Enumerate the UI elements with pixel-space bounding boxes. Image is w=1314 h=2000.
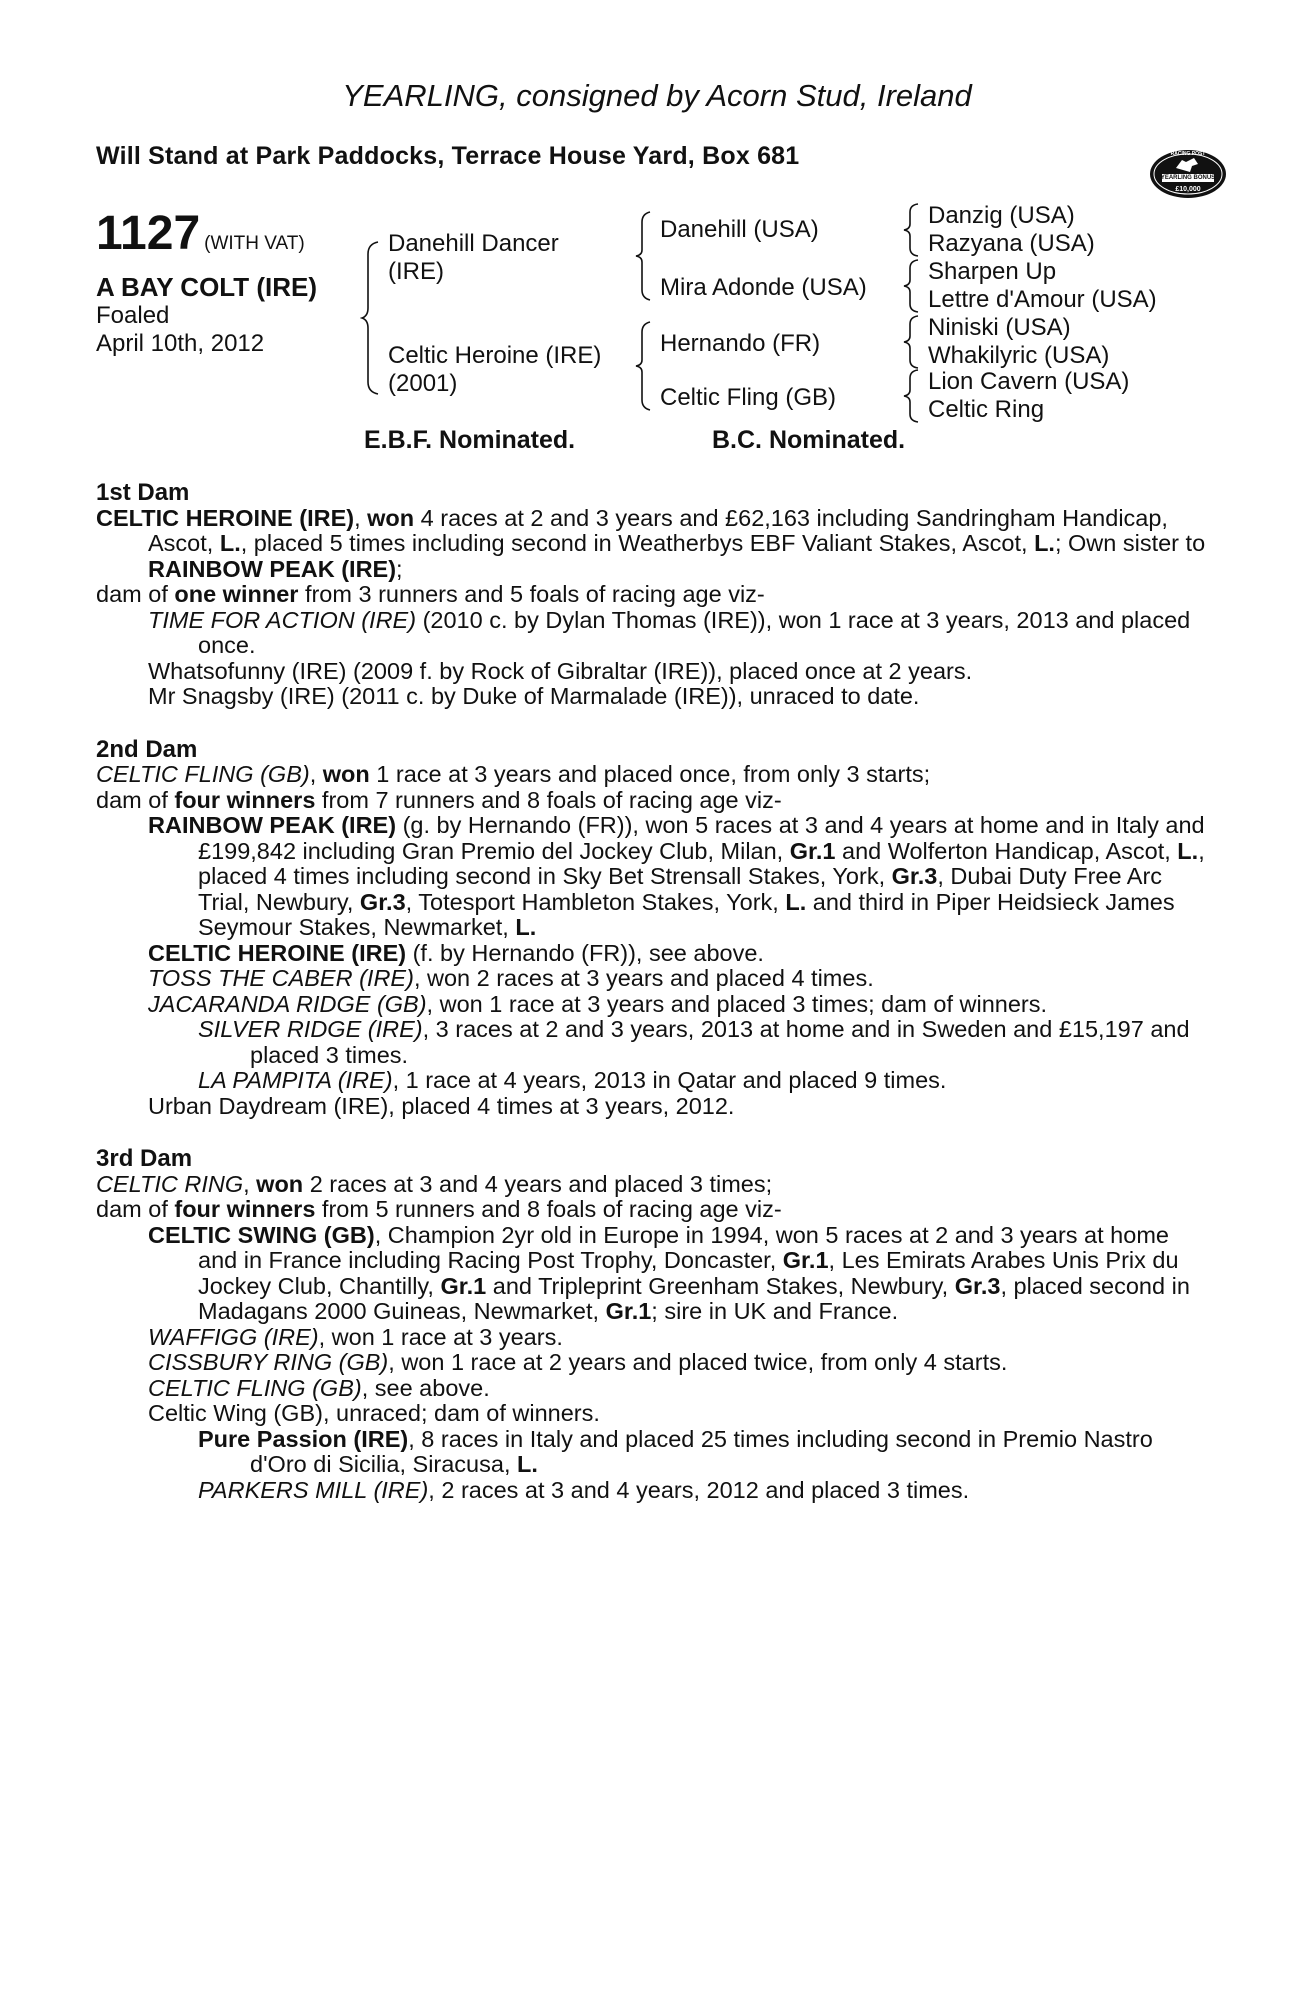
horse-name: RAINBOW PEAK (IRE) (148, 812, 397, 838)
ggp-6: Whakilyric (USA) (928, 342, 1110, 369)
pedigree-bracket-3 (634, 320, 656, 412)
grade-label: Gr.3 (891, 863, 938, 889)
text: (2010 c. by Dylan Thomas (IRE)), won 1 race at 3 years, 2013 and placed once. (198, 606, 1191, 658)
winners-count: four winners (174, 786, 316, 813)
text: 4 races at 2 and 3 years and £62,163 including Sandringham Handicap, Ascot, (148, 504, 1168, 556)
foaled-date: April 10th, 2012 (96, 330, 265, 357)
text: 2 races at 3 and 4 years and placed 3 times; (303, 1170, 773, 1197)
text: , Champion 2yr old in Europe in 1994, won 5 races at 2 and 3 years at home and in France including Racing Post Trophy, Doncaster, (198, 1221, 1169, 1273)
grand-offspring-entry (96, 1427, 1206, 1478)
horse-name: WAFFIGG (IRE) (148, 1323, 319, 1350)
sire-sire: Danehill (USA) (660, 216, 819, 243)
lot-number: 1127 (96, 207, 201, 260)
foaled-label: Foaled (96, 302, 170, 329)
horse-name: TIME FOR ACTION (IRE) (148, 606, 417, 633)
offspring-entry (96, 966, 1206, 992)
text: from 7 runners and 8 foals of racing age viz- (315, 786, 782, 813)
text: , won 1 race at 3 years and placed 3 times; dam of winners. (426, 990, 1048, 1017)
sire-origin: (IRE) (388, 258, 444, 285)
sire (388, 230, 559, 286)
vat-label: (WITH VAT) (204, 233, 305, 254)
text: , won 1 race at 3 years. (318, 1323, 563, 1350)
grade-label: Gr.1 (440, 1272, 487, 1299)
stand-location: Will Stand at Park Paddocks, Terrace House Yard, Box 681 (96, 142, 800, 170)
dam-dam: Celtic Fling (GB) (660, 384, 837, 411)
pedigree-bracket-6 (902, 312, 922, 372)
ggp-1: Danzig (USA) (928, 202, 1075, 229)
yearling-bonus-badge (1148, 146, 1228, 202)
catalogue-body (96, 480, 1206, 1503)
grade-label: Gr.3 (954, 1272, 1001, 1299)
ebf-nominated: E.B.F. Nominated. (364, 426, 576, 454)
winners-count: four winners (174, 1196, 316, 1222)
second-dam-record (96, 762, 1206, 788)
ggp-4: Lettre d'Amour (USA) (928, 286, 1157, 313)
first-dam-produce-summary (96, 582, 1206, 608)
horse-name: CISSBURY RING (GB) (148, 1349, 389, 1375)
dam-name: Celtic Heroine (IRE) (388, 342, 602, 369)
horse-name: PARKERS MILL (IRE) (198, 1476, 429, 1503)
first-dam-heading: 1st Dam (96, 479, 190, 506)
won-label: won (256, 1170, 304, 1197)
pedigree-bracket-5 (902, 256, 922, 316)
offspring-entry: Urban Daydream (IRE), placed 4 times at 3 years, 2012. (148, 1092, 735, 1119)
pedigree-bracket-7 (902, 366, 922, 426)
offspring-entry (96, 992, 1206, 1018)
text: , won 2 races at 3 years and placed 4 times. (413, 965, 874, 991)
offspring-entry (96, 1325, 1206, 1351)
text: ; sire in UK and France. (651, 1298, 899, 1324)
text: , (309, 761, 323, 787)
offspring-entry: Mr Snagsby (IRE) (2011 c. by Duke of Marmalade (IRE)), unraced to date. (148, 683, 920, 709)
text: dam of (96, 1196, 175, 1222)
listed-label: L. (785, 888, 807, 915)
horse-name: CELTIC SWING (GB) (148, 1221, 375, 1248)
text: , placed 5 times including second in Weatherbys EBF Valiant Stakes, Ascot, (240, 530, 1035, 556)
horse-name: SILVER RIDGE (IRE) (198, 1016, 423, 1042)
text: (f. by Hernando (FR)), see above. (406, 939, 764, 966)
ggp-7: Lion Cavern (USA) (928, 368, 1130, 395)
offspring-entry (96, 608, 1206, 659)
dam-name: CELTIC FLING (GB) (96, 761, 310, 787)
offspring-entry: Whatsofunny (IRE) (2009 f. by Rock of Gibraltar (IRE)), placed once at 2 years. (148, 657, 973, 684)
third-dam-heading: 3rd Dam (96, 1145, 193, 1172)
offspring-entry (96, 813, 1206, 941)
horse-name: TOSS THE CABER (IRE) (148, 965, 414, 991)
badge-mid: YEARLING BONUS (1160, 175, 1216, 181)
text: ; Own sister to (1054, 530, 1206, 556)
dam-sire: Hernando (FR) (660, 330, 821, 357)
offspring-entry (96, 1223, 1206, 1325)
grade-label: Gr.1 (789, 837, 836, 864)
text: , 3 races at 2 and 3 years, 2013 at home and in Sweden and £15,197 and placed 3 times. (250, 1016, 1190, 1068)
second-dam-produce-summary (96, 788, 1206, 814)
listed-label: L. (219, 530, 241, 556)
listed-label: L. (1034, 530, 1055, 556)
badge-amount: £10,000 (1175, 186, 1201, 193)
second-dam-heading: 2nd Dam (96, 735, 198, 763)
grand-offspring-entry (96, 1017, 1206, 1068)
grand-offspring-entry (96, 1068, 1206, 1094)
listed-label: L. (1177, 837, 1199, 864)
text: , won 1 race at 2 years and placed twice, from only 4 starts. (388, 1349, 1008, 1375)
text: 1 race at 3 years and placed once, from only 3 starts; (369, 761, 931, 787)
text: from 5 runners and 8 foals of racing age viz- (315, 1196, 782, 1222)
third-dam-record (96, 1172, 1206, 1198)
ggp-5: Niniski (USA) (928, 314, 1071, 341)
text: and third in Piper Heidsieck James Seymour Stakes, Newmarket, (198, 888, 1175, 940)
won-label: won (367, 504, 415, 531)
text: ; (396, 555, 403, 582)
text: , Les Emirats Arabes Unis Prix du Jockey Club, Chantilly, (198, 1247, 1179, 1299)
pedigree-bracket-4 (902, 200, 922, 260)
lot-description: A BAY COLT (IRE) (96, 272, 318, 302)
text: , 8 races in Italy and placed 25 times including second in Premio Nastro d'Oro di Sicilia, Siracusa, (250, 1425, 1153, 1477)
text: , see above. (361, 1374, 490, 1401)
text: dam of (96, 581, 175, 607)
grand-offspring-entry (96, 1478, 1206, 1504)
pedigree-bracket-2 (634, 210, 656, 302)
text: , placed 4 times including second in Sky Bet Strensall Stakes, York, (198, 837, 1205, 889)
text: and Tripleprint Greenham Stakes, Newbury, (486, 1272, 955, 1299)
horse-name: LA PAMPITA (IRE) (198, 1067, 393, 1093)
offspring-entry: Celtic Wing (GB), unraced; dam of winners. (148, 1400, 600, 1426)
page-title: YEARLING, consigned by Acorn Stud, Ireland (342, 78, 972, 113)
ggp-8: Celtic Ring (928, 396, 1045, 423)
text: , placed second in Madagans 2000 Guineas, Newmarket, (198, 1272, 1190, 1324)
horse-name: Pure Passion (IRE) (198, 1425, 409, 1452)
text: dam of (96, 786, 175, 813)
dam-year: (2001) (388, 370, 458, 397)
sibling-name: RAINBOW PEAK (IRE) (148, 555, 397, 582)
ggp-3: Sharpen Up (928, 258, 1057, 285)
text: (g. by Hernando (FR)), won 5 races at 3 and 4 years at home and in Italy and £199,842 including Gran Premio del Jockey Club, Milan, (198, 812, 1205, 864)
horse-name: CELTIC HEROINE (IRE) (148, 939, 407, 966)
grade-label: Gr.3 (359, 888, 406, 915)
horse-name: CELTIC FLING (GB) (148, 1374, 362, 1401)
text: , 1 race at 4 years, 2013 in Qatar and placed 9 times. (392, 1067, 947, 1093)
text: , Dubai Duty Free Arc Trial, Newbury, (198, 863, 1163, 915)
offspring-entry (96, 941, 1206, 967)
first-dam-record (96, 506, 1206, 583)
sire-name: Danehill Dancer (388, 230, 559, 257)
listed-label: L. (517, 1451, 538, 1477)
text: , Totesport Hambleton Stakes, York, (405, 888, 786, 915)
text: and Wolferton Handicap, Ascot, (835, 837, 1178, 864)
text: , (354, 504, 368, 531)
horse-name: JACARANDA RIDGE (GB) (148, 990, 427, 1017)
grade-label: Gr.1 (605, 1298, 652, 1324)
lot-number-block (96, 206, 305, 261)
pedigree-bracket-1 (360, 238, 390, 398)
won-label: won (322, 761, 370, 787)
text: from 3 runners and 5 foals of racing age viz- (298, 581, 765, 607)
listed-label: L. (515, 914, 537, 940)
sire-dam: Mira Adonde (USA) (660, 274, 867, 301)
dam (388, 342, 601, 398)
text: , (243, 1170, 257, 1197)
offspring-entry (96, 1350, 1206, 1376)
ggp-2: Razyana (USA) (928, 230, 1095, 257)
grade-label: Gr.1 (782, 1247, 829, 1273)
third-dam-produce-summary (96, 1197, 1206, 1223)
winners-count: one winner (174, 581, 299, 607)
offspring-entry (96, 1376, 1206, 1402)
dam-name: CELTIC RING (96, 1170, 244, 1197)
text: , 2 races at 3 and 4 years, 2012 and placed 3 times. (428, 1476, 970, 1503)
bc-nominated: B.C. Nominated. (712, 426, 906, 454)
dam-name: CELTIC HEROINE (IRE) (96, 504, 355, 531)
badge-top: RACING POST (1170, 151, 1206, 157)
